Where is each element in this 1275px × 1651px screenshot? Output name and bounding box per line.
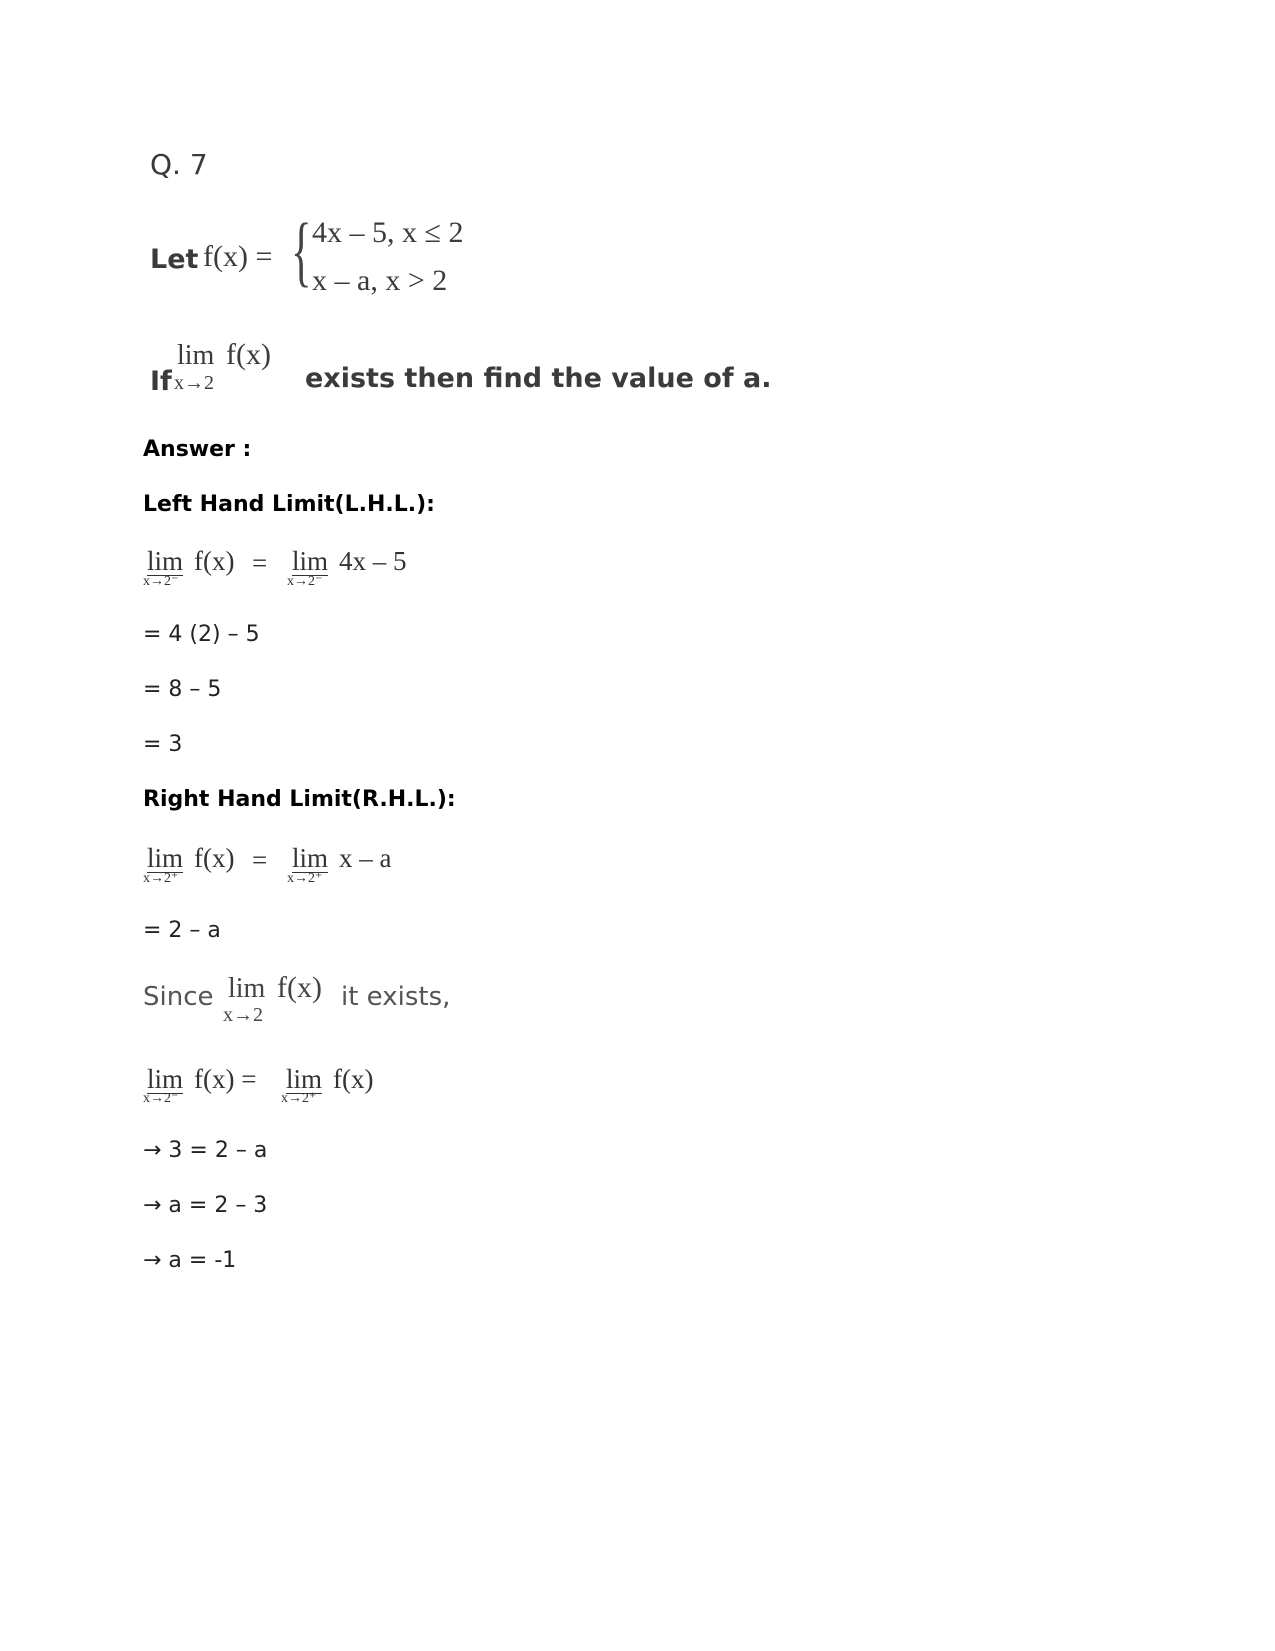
eq-lim-left: lim <box>147 1064 184 1094</box>
lhl-fx: f(x) <box>194 546 235 576</box>
case-1: 4x – 5, x ≤ 2 <box>312 216 464 249</box>
lhl-rhs: 4x – 5 <box>339 546 407 576</box>
since-word: Since <box>143 982 214 1012</box>
rhl-heading: Right Hand Limit(R.H.L.): <box>143 787 456 812</box>
rhl-rhs: x – a <box>339 843 392 873</box>
rhl-fx: f(x) <box>194 843 235 873</box>
question-lim-sub: x→2 <box>174 372 214 394</box>
case-brace: { <box>291 207 312 294</box>
question-number: Q. 7 <box>150 148 208 181</box>
lhl-step-3: = 3 <box>143 732 183 757</box>
eq-sub-right: x→2⁺ <box>281 1091 317 1106</box>
question-lim: lim <box>177 340 215 371</box>
eq-fx-left: f(x) = <box>194 1064 257 1094</box>
case-2: x – a, x > 2 <box>312 264 448 297</box>
lhl-sub-1: x→2⁻ <box>143 574 179 589</box>
since-lim-sub: x→2 <box>223 1004 263 1026</box>
rhl-lim-1: lim <box>147 843 184 873</box>
lhl-equals: = <box>252 548 268 578</box>
rhl-lim-2: lim <box>292 843 329 873</box>
let-label: Let <box>150 244 199 275</box>
rhl-step-1: = 2 – a <box>143 918 221 943</box>
lhl-step-1: = 4 (2) – 5 <box>143 622 260 647</box>
question-text: exists then find the value of a. <box>305 363 772 394</box>
if-label: If <box>150 366 172 397</box>
since-rest: it exists, <box>341 982 451 1012</box>
function-lhs: f(x) = <box>203 240 273 273</box>
final-step-3: → a = -1 <box>143 1248 237 1273</box>
final-step-1: → 3 = 2 – a <box>143 1138 268 1163</box>
rhl-sub-2: x→2⁺ <box>287 871 323 886</box>
eq-fx-right: f(x) <box>333 1064 374 1094</box>
lhl-sub-2: x→2⁻ <box>287 574 323 589</box>
lhl-heading: Left Hand Limit(L.H.L.): <box>143 492 435 517</box>
lhl-lim-1: lim <box>147 546 184 576</box>
rhl-sub-1: x→2⁺ <box>143 871 179 886</box>
final-step-2: → a = 2 – 3 <box>143 1193 268 1218</box>
since-fx: f(x) <box>277 971 322 1004</box>
answer-heading: Answer : <box>143 437 252 462</box>
question-lim-fx: f(x) <box>226 338 271 371</box>
lhl-lim-2: lim <box>292 546 329 576</box>
eq-lim-right: lim <box>286 1064 323 1094</box>
rhl-equals: = <box>252 845 268 875</box>
since-lim: lim <box>228 973 266 1004</box>
eq-sub-left: x→2⁻ <box>143 1091 179 1106</box>
lhl-step-2: = 8 – 5 <box>143 677 222 702</box>
